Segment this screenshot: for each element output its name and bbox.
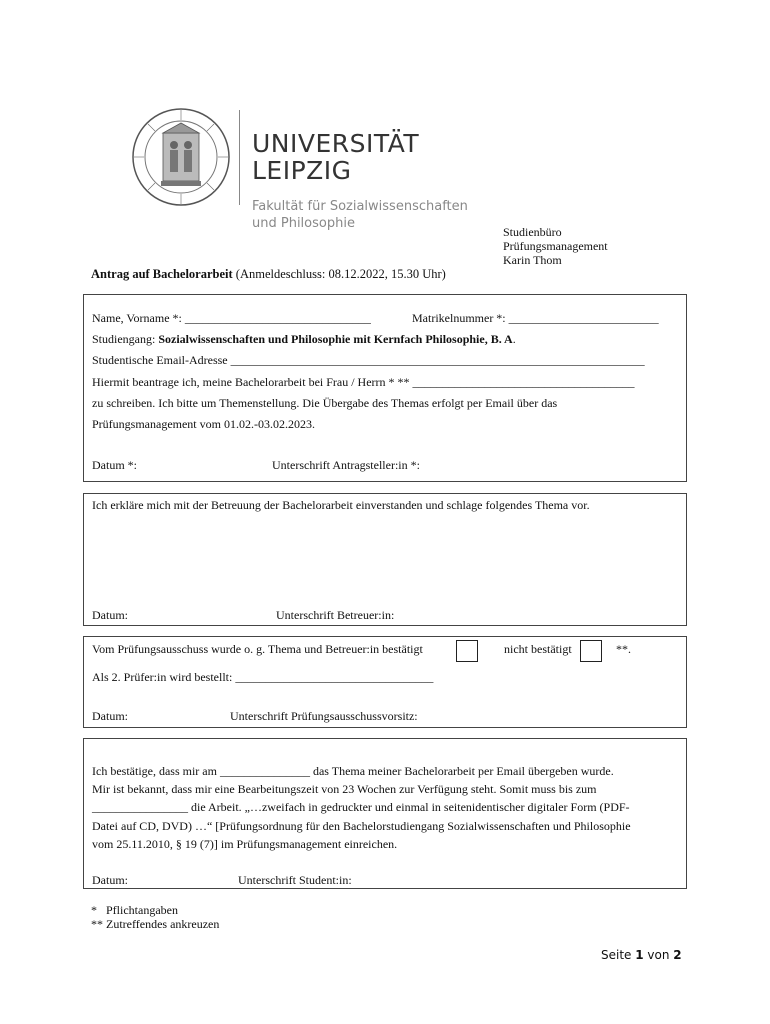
applicant-section — [83, 294, 687, 482]
office-address — [503, 225, 608, 267]
instruction-text: zu schreiben. Ich bitte um Themenstellung. Die Übergabe des Themas erfolgt per Email über das — [92, 396, 558, 410]
faculty-line2: und Philosophie — [252, 216, 355, 231]
page-prefix: Seite — [601, 948, 636, 962]
date-label[interactable]: Datum: — [92, 709, 128, 723]
confirmation-line: ________________ die Arbeit. „…zweifach in gedruckter und einmal in seitenidentischer digitaler Form (PDF- — [92, 800, 630, 814]
committee-section — [83, 636, 687, 728]
supervisor-section — [83, 493, 687, 626]
confirmation-line: vom 25.11.2010, § 19 (7)] im Prüfungsmanagement einreichen. — [92, 837, 398, 851]
name-field[interactable]: Name, Vorname *: _______________________________ — [92, 311, 371, 325]
title-bold: Antrag auf Bachelorarbeit — [91, 267, 233, 281]
confirmation-line: Datei auf CD, DVD) …“ [Prüfungsordnung für den Bachelorstudiengang Sozialwissenschaften und Philosophie — [92, 819, 631, 833]
supervisor-signature-label[interactable]: Unterschrift Betreuer:in: — [276, 608, 395, 622]
document-title — [91, 267, 446, 282]
office-line: Karin Thom — [503, 253, 562, 267]
email-field[interactable]: Studentische Email-Adresse _____________________________________________________________________ — [92, 353, 645, 367]
footnote-check: ** Zutreffendes ankreuzen — [91, 917, 220, 931]
studiengang-value: Sozialwissenschaften und Philosophie mit Kernfach Philosophie, B. A — [158, 332, 513, 346]
applicant-signature-label[interactable]: Unterschrift Antragsteller:in *: — [272, 458, 420, 472]
footnotes — [91, 903, 219, 931]
office-line: Studienbüro — [503, 225, 562, 239]
supervisor-field[interactable]: Hiermit beantrage ich, meine Bachelorarbeit bei Frau / Herrn * ** _____________________________________ — [92, 375, 635, 389]
footnote-required: * Pflichtangaben — [91, 903, 178, 917]
university-name-line1: UNIVERSITÄT — [252, 129, 420, 158]
university-name-line2: LEIPZIG — [252, 156, 352, 185]
university-seal-logo — [131, 107, 231, 207]
page-current: 1 — [635, 948, 644, 962]
not-confirmed-label: nicht bestätigt — [504, 642, 572, 656]
page-total: 2 — [673, 948, 682, 962]
confirmation-line: Mir ist bekannt, dass mir eine Bearbeitungszeit von 23 Wochen zur Verfügung steht. Somit muss bis zum — [92, 782, 597, 796]
studiengang-line — [92, 332, 516, 347]
office-line: Prüfungsmanagement — [503, 239, 608, 253]
studiengang-end: . — [512, 332, 516, 346]
confirmation-line: Ich bestätige, dass mir am _______________ das Thema meiner Bachelorarbeit per Email übergeben wurde. — [92, 764, 614, 778]
faculty-line1: Fakultät für Sozialwissenschaften — [252, 199, 468, 214]
page-middle: von — [643, 948, 674, 962]
handover-date-text: Prüfungsmanagement vom 01.02.-03.02.2023. — [92, 417, 315, 431]
supervisor-consent-text: Ich erkläre mich mit der Betreuung der Bachelorarbeit einverstanden und schlage folgendes Thema vor. — [92, 498, 590, 512]
committee-signature-label[interactable]: Unterschrift Prüfungsausschussvorsitz: — [230, 709, 418, 723]
date-label[interactable]: Datum *: — [92, 458, 137, 472]
matrikel-field[interactable]: Matrikelnummer *: _________________________ — [412, 311, 659, 325]
date-label[interactable]: Datum: — [92, 873, 128, 887]
confirmed-checkbox[interactable] — [456, 640, 478, 662]
page-number — [601, 948, 682, 962]
not-confirmed-checkbox[interactable] — [580, 640, 602, 662]
studiengang-label: Studiengang: — [92, 332, 159, 346]
logo-divider — [239, 110, 240, 205]
student-confirmation-section — [83, 738, 687, 889]
second-examiner-field[interactable]: Als 2. Prüfer:in wird bestellt: _________________________________ — [92, 670, 434, 684]
committee-confirmation-text: Vom Prüfungsausschuss wurde o. g. Thema und Betreuer:in bestätigt — [92, 642, 423, 656]
date-label[interactable]: Datum: — [92, 608, 128, 622]
student-signature-label[interactable]: Unterschrift Student:in: — [238, 873, 352, 887]
title-deadline: (Anmeldeschluss: 08.12.2022, 15.30 Uhr) — [232, 267, 446, 281]
checkbox-footnote-marker: **. — [616, 642, 631, 656]
